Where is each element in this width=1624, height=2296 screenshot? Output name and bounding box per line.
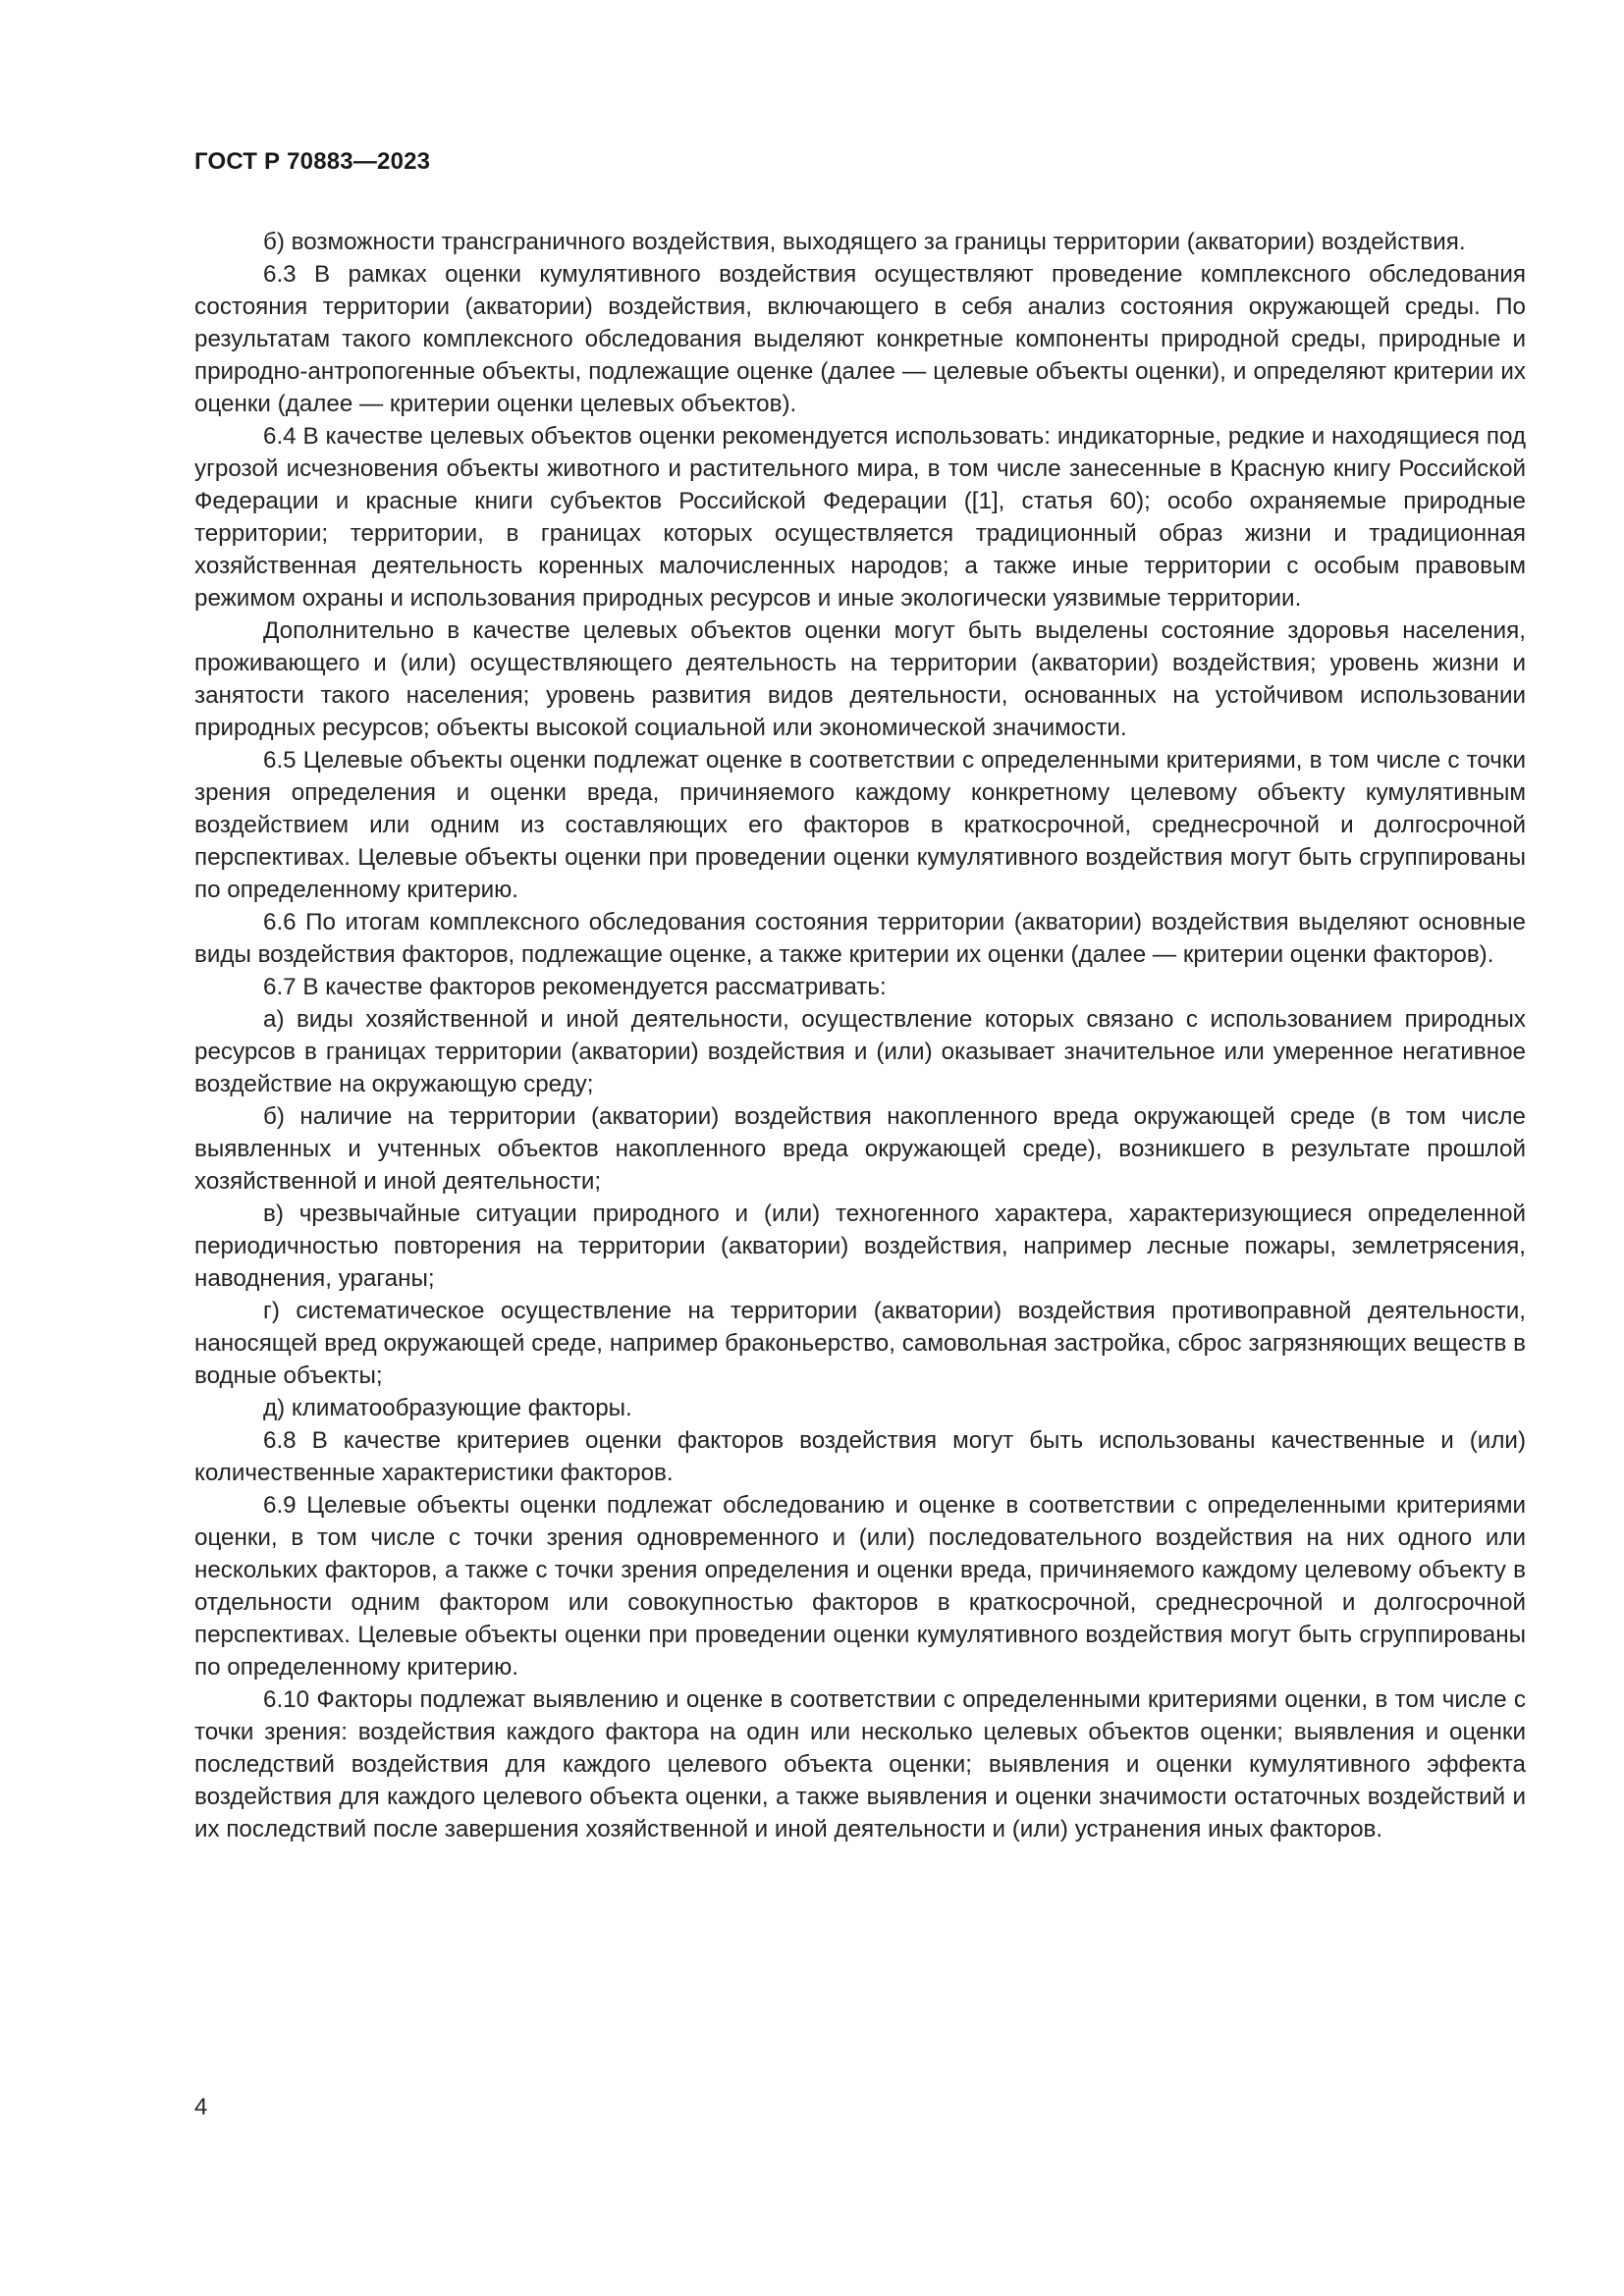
paragraph-6-9: 6.9 Целевые объекты оценки подлежат обследованию и оценке в соответствии с определенными критериями оценки, в том числе с точки зрения одновременного и (или) последовательного воздействия на них одного или нескольких факторов, а также с точки зрения определения и оценки вреда, причиняемого каждому целевому объекту в отдельности одним фактором или совокупностью факторов в краткосрочной, среднесрочной и долгосрочной перспективах. Целевые объекты оценки при проведении оценки кумулятивного воздействия могут быть сгруппированы по определенному критерию. — [194, 1492, 1526, 1681]
paragraph-6-7-g: г) систематическое осуществление на территории (акватории) воздействия противоправной деятельности, наносящей вред окружающей среде, например браконьерство, самовольная застройка, сброс загрязняющих веществ в водные объекты; — [194, 1298, 1526, 1389]
paragraph-6-6: 6.6 По итогам комплексного обследования состояния территории (акватории) воздействия выделяют основные виды воздействия факторов, подлежащие оценке, а также критерии их оценки (далее — критерии оценки факторов). — [194, 909, 1526, 968]
paragraph-6-4-additional: Дополнительно в качестве целевых объектов оценки могут быть выделены состояние здоровья населения, проживающего и (или) осуществляющего деятельность на территории (акватории) воздействия; уровень жизни и занятости такого населения; уровень развития видов деятельности, основанных на устойчивом использовании природных ресурсов; объекты высокой социальной или экономической значимости. — [194, 617, 1526, 741]
paragraph-6-7-v: в) чрезвычайные ситуации природного и (или) техногенного характера, характеризующиеся определенной периодичностью повторения на территории (акватории) воздействия, например лесные пожары, землетрясения, наводнения, ураганы; — [194, 1201, 1526, 1292]
paragraph-6-8: 6.8 В качестве критериев оценки факторов воздействия могут быть использованы качественные и (или) количественные характеристики факторов. — [194, 1427, 1526, 1486]
document-body — [194, 226, 1526, 1845]
paragraph-6-7-a: а) виды хозяйственной и иной деятельности, осуществление которых связано с использованием природных ресурсов в границах территории (акватории) воздействия и (или) оказывает значительное или умеренное негативное воздействие на окружающую среду; — [194, 1006, 1526, 1097]
paragraph-6-10: 6.10 Факторы подлежат выявлению и оценке в соответствии с определенными критериями оценки, в том числе с точки зрения: воздействия каждого фактора на один или несколько целевых объектов оценки; выявления и оценки последствий воздействия для каждого целевого объекта оценки; выявления и оценки кумулятивного эффекта воздействия для каждого целевого объекта оценки, а также выявления и оценки значимости остаточных воздействий и их последствий после завершения хозяйственной и иной деятельности и (или) устранения иных факторов. — [194, 1686, 1526, 1842]
paragraph-6-7: 6.7 В качестве факторов рекомендуется рассматривать: — [263, 974, 887, 1000]
paragraph-6-7-b: б) наличие на территории (акватории) воздействия накопленного вреда окружающей среде (в том числе выявленных и учтенных объектов накопленного вреда окружающей среде), возникшего в результате прошлой хозяйственной и иной деятельности; — [194, 1103, 1526, 1195]
paragraph-6-3: 6.3 В рамках оценки кумулятивного воздействия осуществляют проведение комплексного обследования состояния территории (акватории) воздействия, включающего в себя анализ состояния окружающей среды. По результатам такого комплексного обследования выделяют конкретные компоненты природной среды, природные и природно-антропогенные объекты, подлежащие оценке (далее — целевые объекты оценки), и определяют критерии их оценки (далее — критерии оценки целевых объектов). — [194, 261, 1526, 417]
paragraph-6-2-b: б) возможности трансграничного воздействия, выходящего за границы территории (акватории) воздействия. — [263, 229, 1466, 255]
paragraph-6-7-d: д) климатообразующие факторы. — [263, 1395, 632, 1421]
paragraph-6-4: 6.4 В качестве целевых объектов оценки рекомендуется использовать: индикаторные, редкие и находящиеся под угрозой исчезновения объекты животного и растительного мира, в том числе занесенные в Красную книгу Российской Федерации и красные книги субъектов Российской Федерации ([1], статья 60); особо охраняемые природные территории; территории, в границах которых осуществляется традиционный образ жизни и традиционная хозяйственная деятельность коренных малочисленных народов; а также иные территории с особым правовым режимом охраны и использования природных ресурсов и иные экологически уязвимые территории. — [194, 423, 1526, 612]
document-header: ГОСТ Р 70883—2023 — [194, 148, 431, 175]
paragraph-6-5: 6.5 Целевые объекты оценки подлежат оценке в соответствии с определенными критериями, в том числе с точки зрения определения и оценки вреда, причиняемого каждому конкретному целевому объекту кумулятивным воздействием или одним из составляющих его факторов в краткосрочной, среднесрочной и долгосрочной перспективах. Целевые объекты оценки при проведении оценки кумулятивного воздействия могут быть сгруппированы по определенному критерию. — [194, 747, 1526, 903]
page-number: 4 — [194, 2094, 208, 2120]
